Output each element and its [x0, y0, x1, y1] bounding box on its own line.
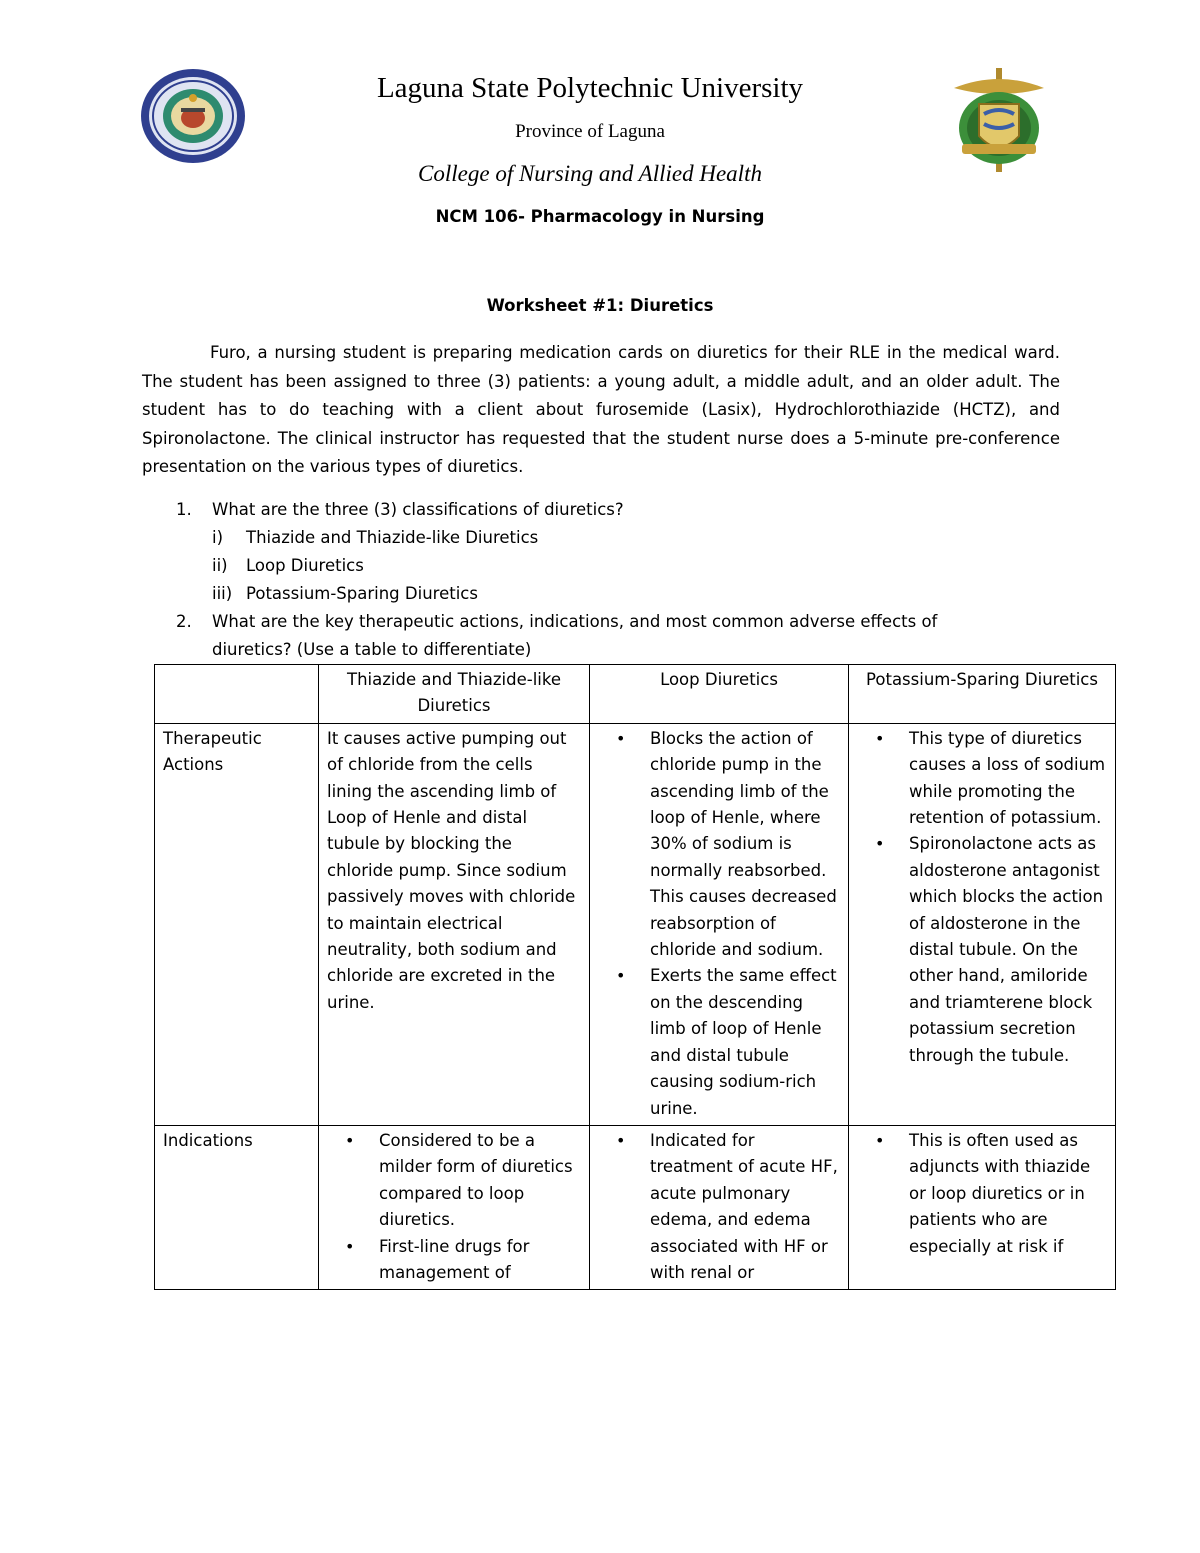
- list-item: • This type of diuretics causes a loss of sodium while promoting the retention of potassium.: [909, 726, 1107, 832]
- table-header-cell: Loop Diuretics: [590, 665, 849, 724]
- bullet-list: [598, 1128, 840, 1286]
- answer-label: Potassium-Sparing Diuretics: [246, 584, 478, 603]
- question-text: What are the three (3) classifications of diuretics?: [212, 500, 624, 519]
- table-cell: [849, 723, 1116, 1125]
- table-cell: [590, 1125, 849, 1289]
- list-item: • Considered to be a milder form of diuretics compared to loop diuretics.: [379, 1128, 581, 1234]
- list-item: • Blocks the action of chloride pump in the ascending limb of the loop of Henle, where 30% of sodium is normally reabsorbed. This causes decreased reabsorption of chloride and sodium.: [650, 726, 840, 964]
- bullet-list: [327, 1128, 581, 1286]
- table-header-cell: Thiazide and Thiazide-like Diuretics: [319, 665, 590, 724]
- question-text: What are the key therapeutic actions, indications, and most common adverse effects of diuretics? (Use a table to differentiate): [212, 612, 938, 659]
- list-item: • Spironolactone acts as aldosterone antagonist which blocks the action of aldosterone in the distal tubule. On the other hand, amiloride and triamterene block potassium secretion through the tubule.: [909, 831, 1107, 1069]
- college-name: College of Nursing and Allied Health: [418, 161, 762, 186]
- table-header-row: [155, 665, 1116, 724]
- list-item: • First-line drugs for management of: [379, 1234, 581, 1287]
- table-cell: [590, 723, 849, 1125]
- row-label: Therapeutic Actions: [155, 723, 319, 1125]
- answer-label: Loop Diuretics: [246, 556, 364, 575]
- answer-label: Thiazide and Thiazide-like Diuretics: [246, 528, 539, 547]
- answer-number: ii): [212, 556, 228, 575]
- intro-paragraph: [142, 339, 1060, 482]
- question-number: 2.: [176, 612, 192, 631]
- bullet-list: [857, 726, 1107, 1069]
- worksheet-title: Worksheet #1: Diuretics: [486, 296, 714, 315]
- university-name: Laguna State Polytechnic University: [376, 72, 804, 104]
- question-2: [176, 608, 938, 659]
- answer-number: iii): [212, 584, 233, 603]
- table-row: [155, 723, 1116, 1125]
- intro-text: Furo, a nursing student is preparing medication cards on diuretics for their RLE in the medical ward. The student has been assigned to three (3) patients: a young adult, a middle adult, and an older adult. The student has to do teaching with a client about furosemide (Lasix), Hydrochlorothiazide (HCTZ), and Spironolactone. The clinical instructor has requested that the student nurse does a 5-minute pre-conference presentation on the various types of diuretics.: [142, 343, 1060, 476]
- list-item: • Exerts the same effect on the descending limb of loop of Henle and distal tubule causing sodium-rich urine.: [650, 963, 840, 1121]
- diuretics-comparison-table: [154, 664, 1116, 1290]
- bullet-list: [857, 1128, 1107, 1260]
- question-number: 1.: [176, 500, 192, 519]
- course-title: NCM 106- Pharmacology in Nursing: [435, 207, 765, 226]
- list-item: • This is often used as adjuncts with thiazide or loop diuretics or in patients who are especially at risk if: [909, 1128, 1107, 1260]
- table-cell: [849, 1125, 1116, 1289]
- table-cell: [319, 1125, 590, 1289]
- province-name: Province of Laguna: [515, 121, 665, 142]
- table-header-cell: Potassium-Sparing Diuretics: [849, 665, 1116, 724]
- list-item: • Indicated for treatment of acute HF, acute pulmonary edema, and edema associated with HF or with renal or: [650, 1128, 840, 1286]
- answer-number: i): [212, 528, 224, 547]
- table-header-cell: [155, 665, 319, 724]
- row-label: Indications: [155, 1125, 319, 1289]
- question-1: [176, 496, 624, 524]
- bullet-list: [598, 726, 840, 1122]
- table-cell: It causes active pumping out of chloride from the cells lining the ascending limb of Loop of Henle and distal tubule by blocking the chloride pump. Since sodium passively moves with chloride to maintain electrical neutrality, both sodium and chloride are excreted in the urine.: [319, 723, 590, 1125]
- table-row: [155, 1125, 1116, 1289]
